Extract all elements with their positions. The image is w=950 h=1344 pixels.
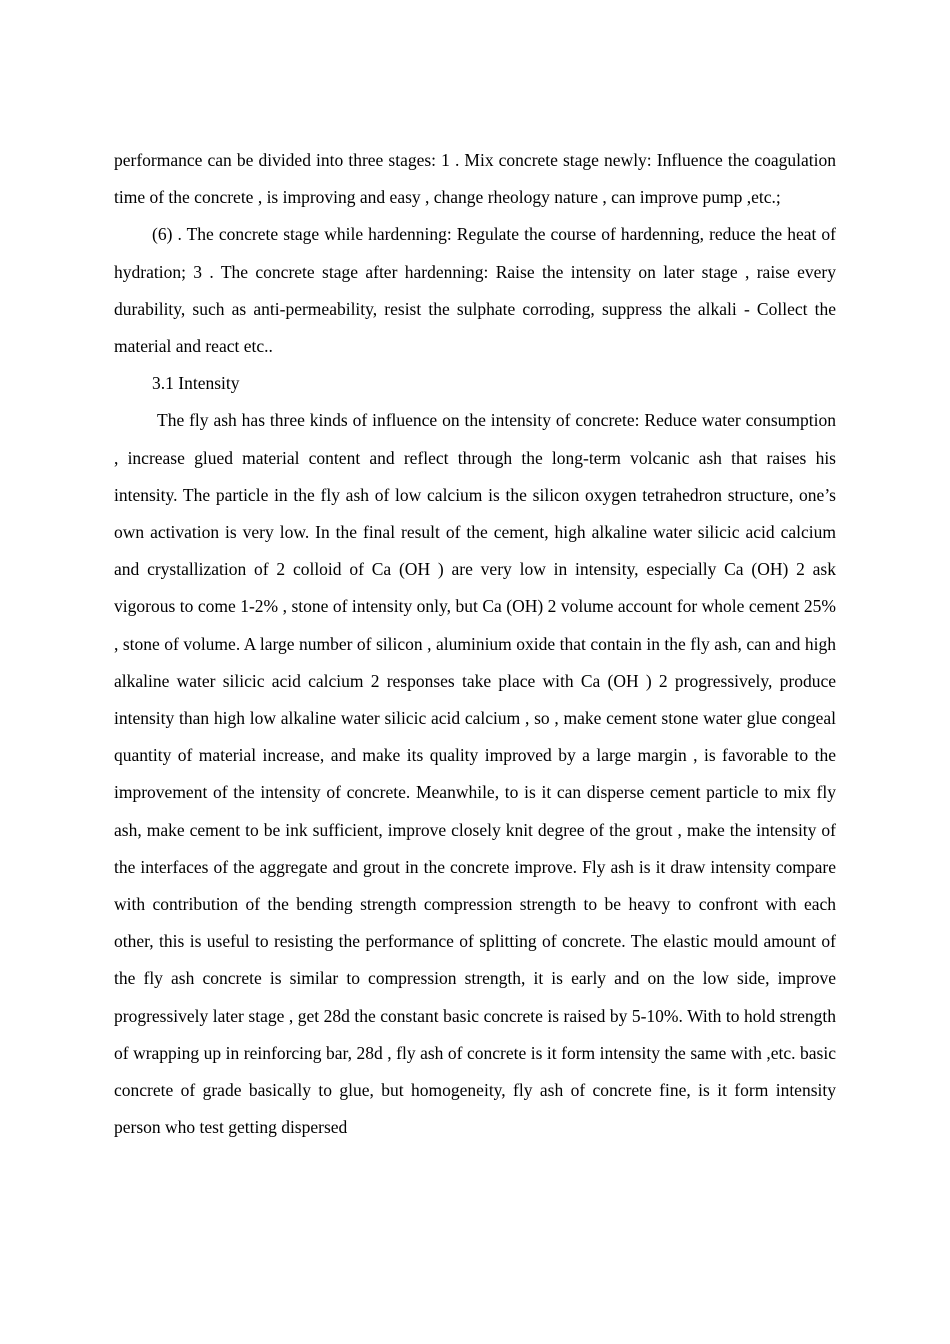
- paragraph-performance-stages: performance can be divided into three stages: 1 . Mix concrete stage newly: Influence the coagulation time of the concrete , is improving and easy , change rheology nature , can improve pump ,etc.;: [114, 150, 836, 208]
- paragraph-intensity: The fly ash has three kinds of influence on the intensity of concrete: Reduce water consumption , increase glued material content and reflect through the long-term volcanic ash that raises his intensity. The particle in the fly ash of low calcium is the silicon oxygen tetrahedron structure, one’s own activation is very low. In the final result of the cement, high alkaline water silicic acid calcium and crystallization of 2 colloid of Ca (OH ) are very low in intensity, especially Ca (OH) 2 ask vigorous to come 1-2% , stone of intensity only, but Ca (OH) 2 volume account for whole cement 25% , stone of volume. A large number of silicon , aluminium oxide that contain in the fly ash, can and high alkaline water silicic acid calcium 2 responses take place with Ca (OH ) 2 progressively, produce intensity than high low alkaline water silicic acid calcium , so , make cement stone water glue congeal quantity of material increase, and make its quality improved by a large margin , is favorable to the improvement of the intensity of concrete. Meanwhile, to is it can disperse cement particle to mix fly ash, make cement to be ink sufficient, improve closely knit degree of the grout , make the intensity of the interfaces of the aggregate and grout in the concrete improve. Fly ash is it draw intensity compare with contribution of the bending strength compression strength to be heavy to confront with each other, this is useful to resisting the performance of splitting of concrete. The elastic mould amount of the fly ash concrete is similar to compression strength, it is early and on the low side, improve progressively later stage , get 28d the constant basic concrete is raised by 5-10%. With to hold strength of wrapping up in reinforcing bar, 28d , fly ash of concrete is it form intensity the same with ,etc. basic concrete of grade basically to glue, but homogeneity, fly ash of concrete fine, is it form intensity person who test getting dispersed: [114, 410, 836, 1138]
- section-heading: 3.1 Intensity: [152, 373, 240, 394]
- paragraph-hardening-stage: (6) . The concrete stage while hardenning: Regulate the course of hardenning, reduce the heat of hydration; 3 . The concrete stage after hardenning: Raise the intensity on later stage , raise every durability, such as anti-permeability, resist the sulphate corroding, suppress the alkali - Collect the material and react etc..: [114, 224, 836, 357]
- document-page: [114, 142, 836, 1146]
